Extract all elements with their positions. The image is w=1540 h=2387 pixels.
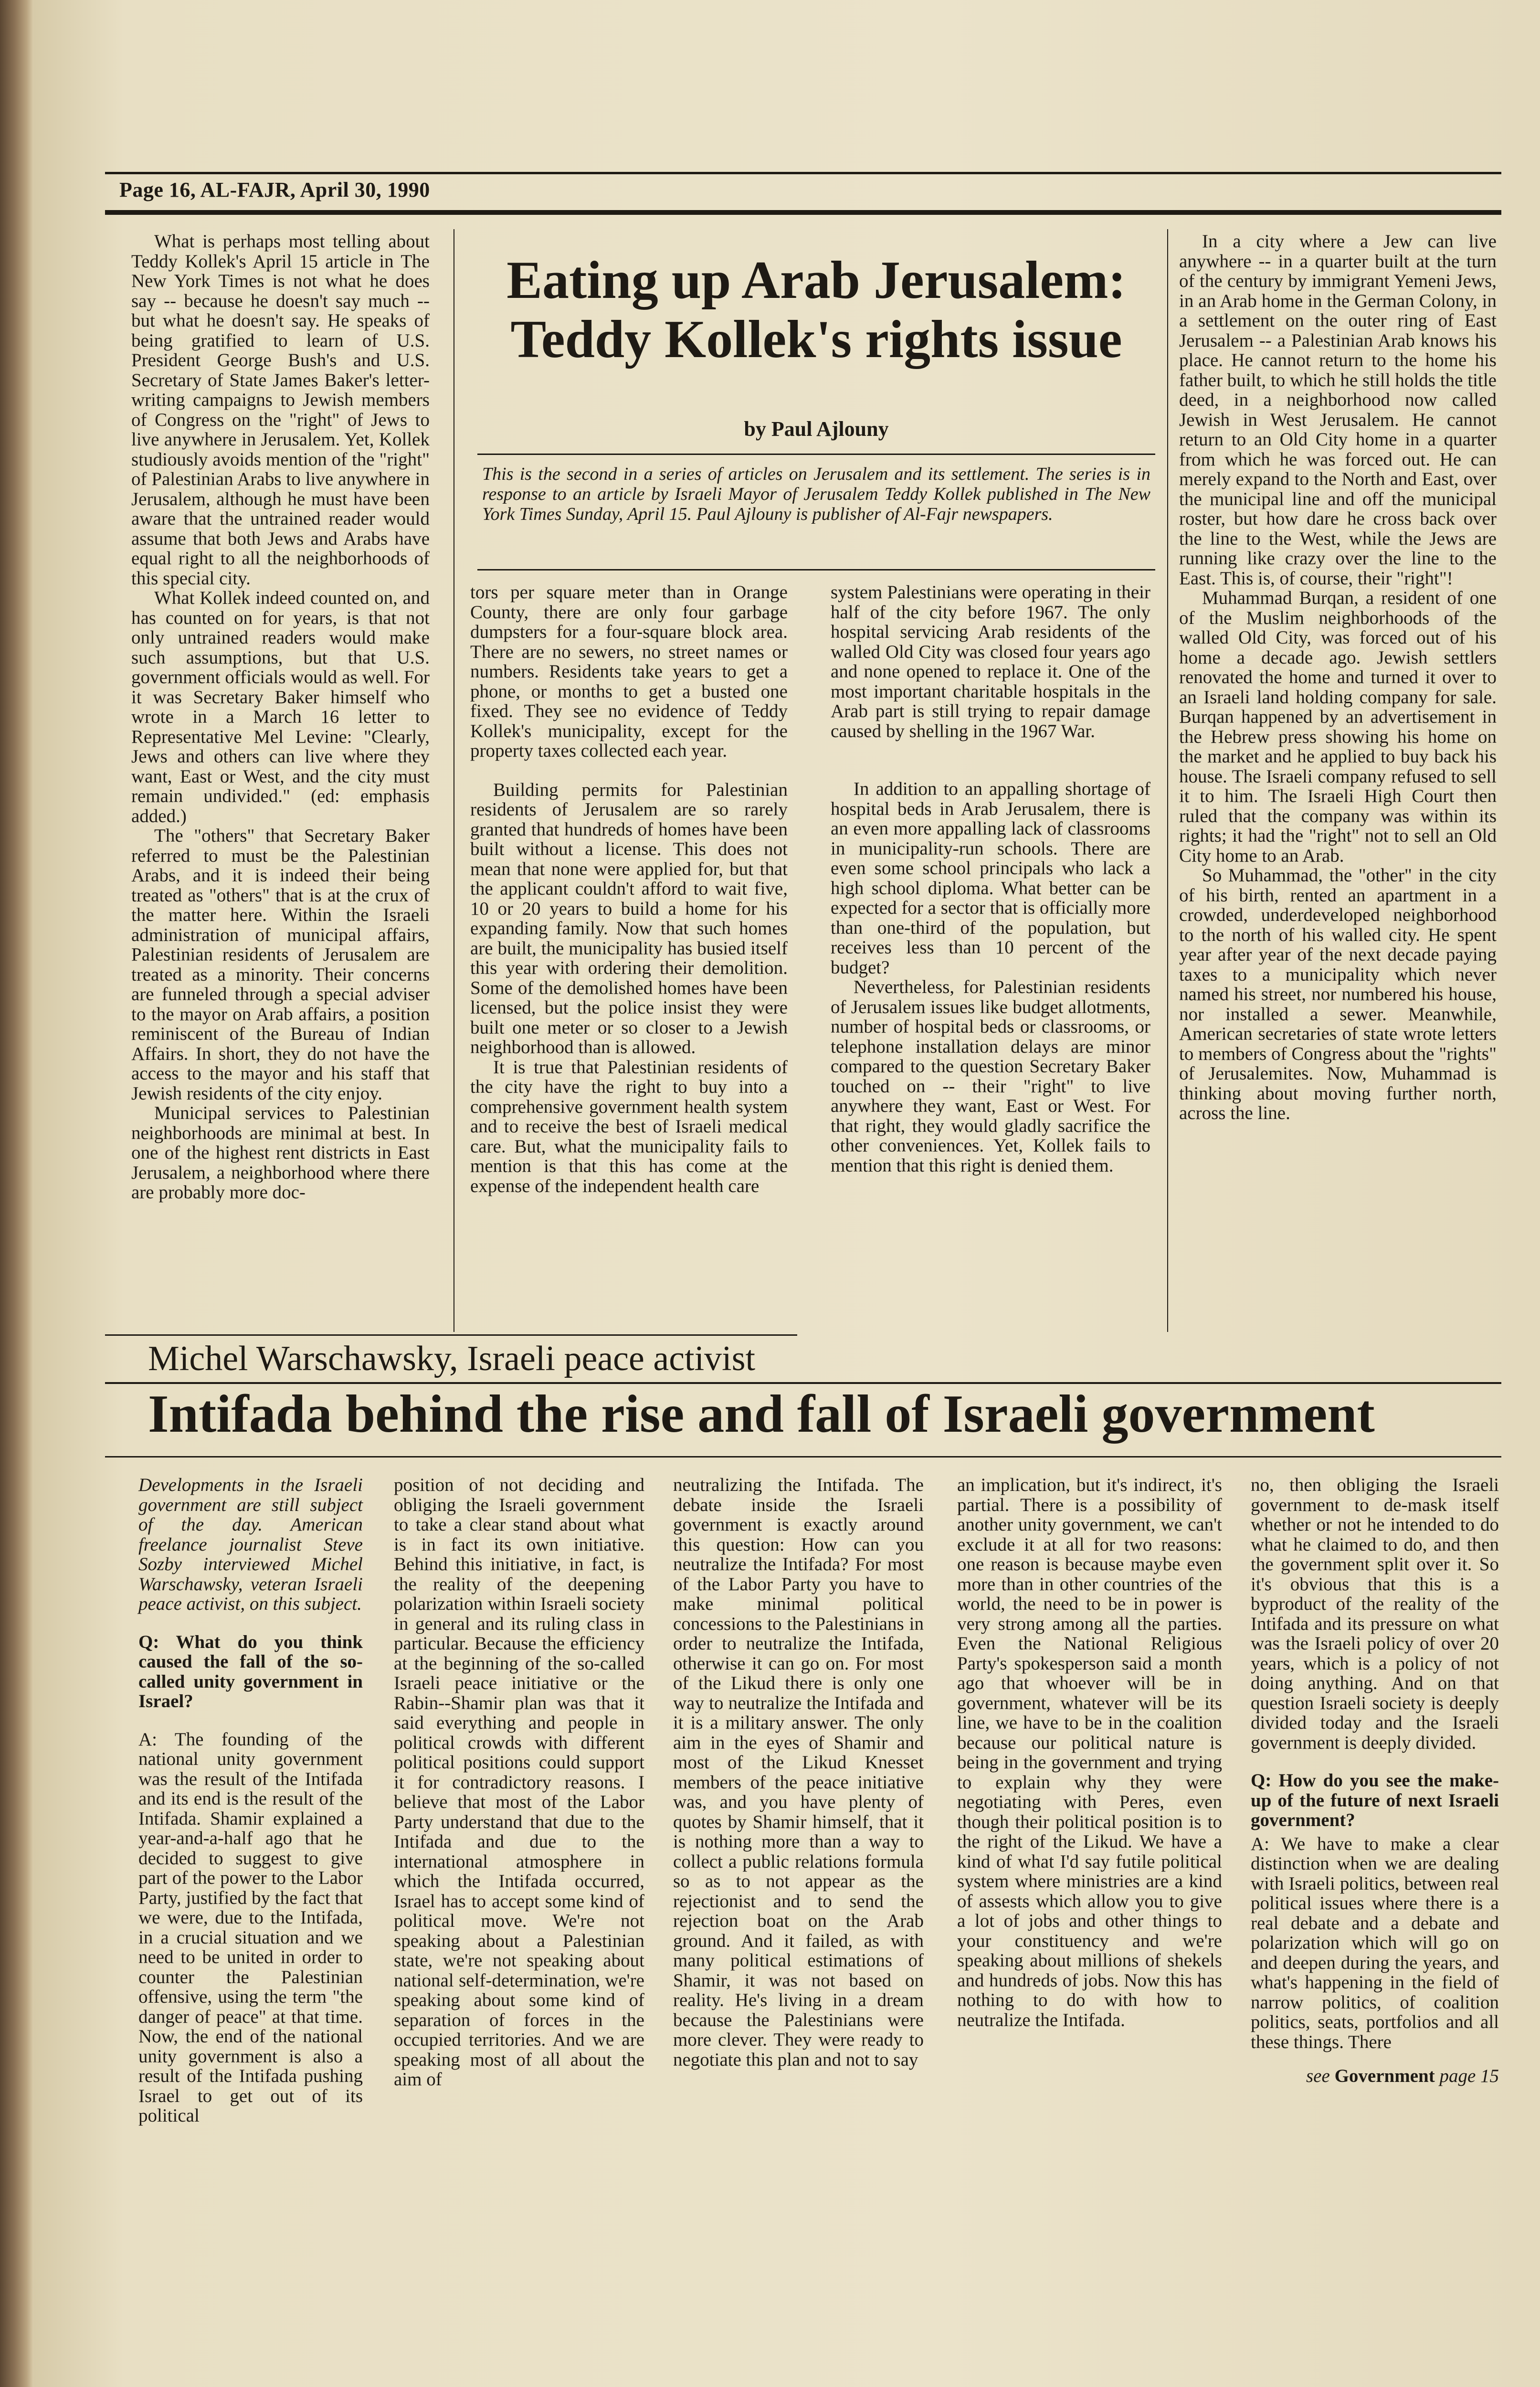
kicker-bottom-rule: [105, 1382, 1501, 1384]
article2-kicker: Michel Warschawsky, Israeli peace activist: [148, 1339, 756, 1378]
article1-column-1: [131, 232, 430, 1203]
article2-col5-text: no, then obliging the Israeli government to de-mask itself whether or not he intended to do what he claimed to do, and then the government split over it. So it's obvious that this is a byproduct of the reality of the Intifada and its pressure on what was the Israeli policy of over 20 years, which is a policy of not doing anything. And on that question Israeli society is deeply divided today and the Israeli government is deeply divided.: [1251, 1475, 1499, 1753]
article1-headline: [470, 251, 1162, 369]
article1-headline-line-2: Teddy Kollek's rights issue: [510, 310, 1122, 369]
kicker-rule: [105, 1334, 797, 1336]
article1-col3-para: Nevertheless, for Palestinian residents of Jerusalem issues like budget allotments, number of hospital beds or classrooms, or telephone installation delays are minor compared to the question Secretary Baker touched on -- their "right" to live anywhere they want, East or West. For that right, they would gladly sacrifice the other conveniences. Yet, Kollek fails to mention that this right is denied them.: [831, 977, 1150, 1176]
deck-top-rule: [477, 454, 1155, 455]
article2-answer-1: A: The founding of the national unity government was the result of the Intifada and its end is the result of the Intifada. Shamir explained a year-and-a-half ago that he decided to suggest to give part of the power to the Labor Party, justified by the fact that we were, due to the Intifada, in a crucial situation and we need to be united in order to counter the Palestinian offensive, using the term "the danger of peace" at that time. Now, the end of the national unity government is also a result of the Intifada pushing Israel to get out of its political: [138, 1729, 363, 2126]
article2-col2-text: position of not deciding and obliging the Israeli government to take a clear stand about what is in fact its own initiative. Behind this initiative, in fact, is the reality of the deepening polarization within Israeli society in general and its ruling class in particular. Because the efficiency at the beginning of the so-called Israeli peace initiative or the Rabin--Shamir plan was that it said everything and people in political crowds with different political positions could support it for contradictory reasons. I believe that most of the Labor Party understand that due to the Intifada and due to the international atmosphere in which the Intifada occurred, Israel has to accept some kind of political move. We're not speaking about a Palestinian state, we're not speaking about national self-determination, we're speaking about some kind of separation of forces in the occupied territories. And we are speaking most of all about the aim of: [394, 1475, 644, 2090]
article1-col3-para: In addition to an appalling shortage of hospital beds in Arab Jerusalem, there is an even more appalling lack of classrooms in municipality-run schools. There are even some school principals who lack a high school diploma. What better can be expected for a sector that is officially more than one-third of the population, but receives less than 10 percent of the budget?: [831, 779, 1150, 978]
article2-column-1: [138, 1475, 363, 2126]
article2-column-5: [1251, 1475, 1499, 2086]
article2-question-1: Q: What do you think caused the fall of the so-called unity government in Israel?: [138, 1631, 363, 1711]
article1-col4-para: Muhammad Burqan, a resident of one of the Muslim neighborhoods of the walled Old City, was forced out of his home a decade ago. Jewish settlers renovated the home and turned it over to an Israeli land holding company for sale. Burqan happened by an advertisement in the Hebrew press showing his home on the market and he applied to buy back his house. The Israeli company refused to sell it to him. The Israeli High Court then ruled that the company was within its rights; it had the "right" not to sell an Old City home to an Arab.: [1179, 588, 1497, 866]
article2-question-2: Q: How do you see the make-up of the future of next Israeli government?: [1251, 1770, 1499, 1830]
article2-column-2: [394, 1475, 644, 2090]
header-top-rule: [105, 172, 1501, 174]
column-rule: [1167, 229, 1168, 1332]
page-folio: Page 16, AL-FAJR, April 30, 1990: [119, 178, 430, 201]
article1-deck: This is the second in a series of articles on Jerusalem and its settlement. The series is in response to an article by Israeli Mayor of Jerusalem Teddy Kollek published in The New York Times Sunday, April 15. Paul Ajlouny is publisher of Al-Fajr newspapers.: [482, 464, 1150, 524]
article1-headline-line-1: Eating up Arab Jerusalem:: [506, 251, 1126, 310]
deck-bottom-rule: [477, 569, 1155, 570]
article1-col1-para: What Kollek indeed counted on, and has counted on for years, is that not only untrained readers would make such assumptions, but that U.S. government officials would as well. For it was Secretary Baker himself who wrote in a March 16 letter to Representative Mel Levine: "Clearly, Jews and others can live where they want, East or West, and the city must remain undivided." (ed: emphasis added.): [131, 588, 430, 826]
article1-col1-para: The "others" that Secretary Baker referred to must be the Palestinian Arabs, and it is indeed their being treated as "others" that is at the crux of the matter here. Within the Israeli administration of municipal affairs, Palestinian residents of Jerusalem are treated as a minority. Their concerns are funneled through a special adviser to the mayor on Arab affairs, a position reminiscent of the Bureau of Indian Affairs. In short, they do not have the access to the mayor and his staff that Jewish residents of the city enjoy.: [131, 825, 430, 1104]
article1-col1-para: What is perhaps most telling about Teddy Kollek's April 15 article in The New York Times is not what he does say -- because he doesn't say much -- but what he doesn't say. He speaks of being gratified to learn of U.S. President George Bush's and U.S. Secretary of State James Baker's letter-writing campaigns to Jewish members of Congress on the "right" of Jews to live anywhere in Jerusalem. Yet, Kollek studiously avoids mention of the "right" of Palestinian Arabs to live anywhere in Jerusalem, although he must have been aware that the untrained reader would assume that both Jews and Arabs have equal right to all the neighborhoods of this special city.: [131, 231, 430, 589]
article1-byline: by Paul Ajlouny: [744, 417, 889, 441]
article1-col4-para: In a city where a Jew can live anywhere -- in a quarter built at the turn of the century by immigrant Yemeni Jews, in an Arab home in the German Colony, in a settlement on the outer ring of East Jerusalem -- a Palestinian Arab knows his place. He cannot return to the home his father built, to which he still holds the title deed, in a neighborhood now called Jewish in West Jerusalem. He cannot return to an Old City home in a quarter from which he was forced out. He can merely expand to the North and East, over the municipal line and off the municipal roster, but how dare he cross back over the line to the West, while the Jews are running like crazy over the line to the East. This is, of course, their "right"!: [1179, 231, 1497, 589]
continuation-target: Government: [1334, 2066, 1435, 2086]
article1-col2-para: It is true that Palestinian residents of the city have the right to buy into a comprehensive government health system and to receive the best of Israeli medical care. But, what the municipality fails to mention is that this has come at the expense of the independent health care: [470, 1056, 788, 1196]
continuation-line: [1251, 2066, 1499, 2086]
continuation-page: page 15: [1439, 2066, 1499, 2086]
article2-answer-2: A: We have to make a clear distinction when we are dealing with Israeli politics, between real political issues where there is a real debate and a debate and polarization which will go on and deepen during the years, and what's happening in the field of narrow politics, of coalition politics, seats, portfolios and all these things. There: [1251, 1833, 1499, 2052]
article2-headline: Intifada behind the rise and fall of Israeli government: [148, 1384, 1375, 1444]
article1-column-4: [1179, 232, 1497, 1123]
article1-col4-para: So Muhammad, the "other" in the city of his birth, rented an apartment in a crowded, underdeveloped neighborhood to the north of his walled city. He spent year after year of the next decade paying taxes to a municipality which never named his street, nor numbered his house, nor installed a sewer. Meanwhile, American secretaries of state wrote letters to members of Congress about the "rights" of Jerusalemites. Now, Muhammad is thinking about moving further north, across the line.: [1179, 865, 1497, 1123]
article1-col2-para: Building permits for Palestinian residents of Jerusalem are so rarely granted that hundreds of homes have been built without a license. This does not mean that none were applied for, but that the applicant couldn't afford to wait five, 10 or 20 years to build a home for his expanding family. Now that such homes are built, the municipality has busied itself this year with ordering their demolition. Some of the demolished homes have been licensed, but the police insist they were built one meter or so closer to a Jewish neighborhood than is allowed.: [470, 779, 788, 1057]
article2-col3-text: neutralizing the Intifada. The debate inside the Israeli government is exactly around this question: How can you neutralize the Intifada? For most of the Labor Party you have to make minimal political concessions to the Palestinians in order to neutralize the Intifada, otherwise it can go on. For most of the Likud there is only one way to neutralize the Intifada and it is a military answer. The only aim in the eyes of Shamir and most of the Likud Knesset members of the peace initiative was, and you have plenty of quotes by Shamir himself, that it is nothing more than a way to collect a public relations formula so as to not appear as the rejectionist and to send the rejection boat on the Arab ground. And it failed, as with many political estimations of Shamir, it was not based on reality. He's living in a dream because the Palestinians were more clever. They were ready to negotiate this plan and not to say: [673, 1475, 924, 2070]
article1-column-2: [470, 582, 788, 1196]
article1-col2-para: tors per square meter than in Orange County, there are only four garbage dumpsters for a four-square block area. There are no sewers, no street names or numbers. Residents take years to get a phone, or months to get a busted one fixed. They see no evidence of Teddy Kollek's municipality, except for the property taxes collected each year.: [470, 582, 788, 761]
article2-column-4: [957, 1475, 1222, 2030]
article1-col3-para: system Palestinians were operating in their half of the city before 1967. The only hospital servicing Arab residents of the walled Old City was closed four years ago and none opened to replace it. One of the most important charitable hospitals in the Arab part is still trying to repair damage caused by shelling in the 1967 War.: [831, 582, 1150, 741]
binding-spine: [0, 0, 33, 2387]
article1-column-3: [831, 582, 1150, 1175]
article1-col1-para: Municipal services to Palestinian neighborhoods are minimal at best. In one of the highest rent districts in East Jerusalem, a neighborhood where there are probably more doc-: [131, 1103, 430, 1203]
continuation-see: see: [1306, 2066, 1330, 2086]
headline-bottom-rule: [105, 1456, 1501, 1458]
article2-intro: Developments in the Israeli government are still subject of the day. American freelance journalist Steve Sozby interviewed Michel Warschawsky, veteran Israeli peace activist, on this subject.: [138, 1475, 363, 1614]
header-bottom-rule: [105, 210, 1501, 215]
article2-column-3: [673, 1475, 924, 2070]
article2-col4-text: an implication, but it's indirect, it's partial. There is a possibility of another unity government, we can't exclude it at all for two reasons: one reason is because maybe even more than in other countries of the world, the need to be in power is very strong among all the parties. Even the National Religious Party's spokesperson said a month ago that whoever will be in government, whatever will be its line, we have to be in the coalition because our political nature is being in the government and trying to explain why they were negotiating with Peres, even though their political position is to the right of the Likud. We have a kind of what I'd say futile political system where ministries are a kind of assests which allow you to give a lot of jobs and other things to your constituency and we're speaking about millions of shekels and hundreds of jobs. Now this has nothing to do with how to neutralize the Intifada.: [957, 1475, 1222, 2030]
